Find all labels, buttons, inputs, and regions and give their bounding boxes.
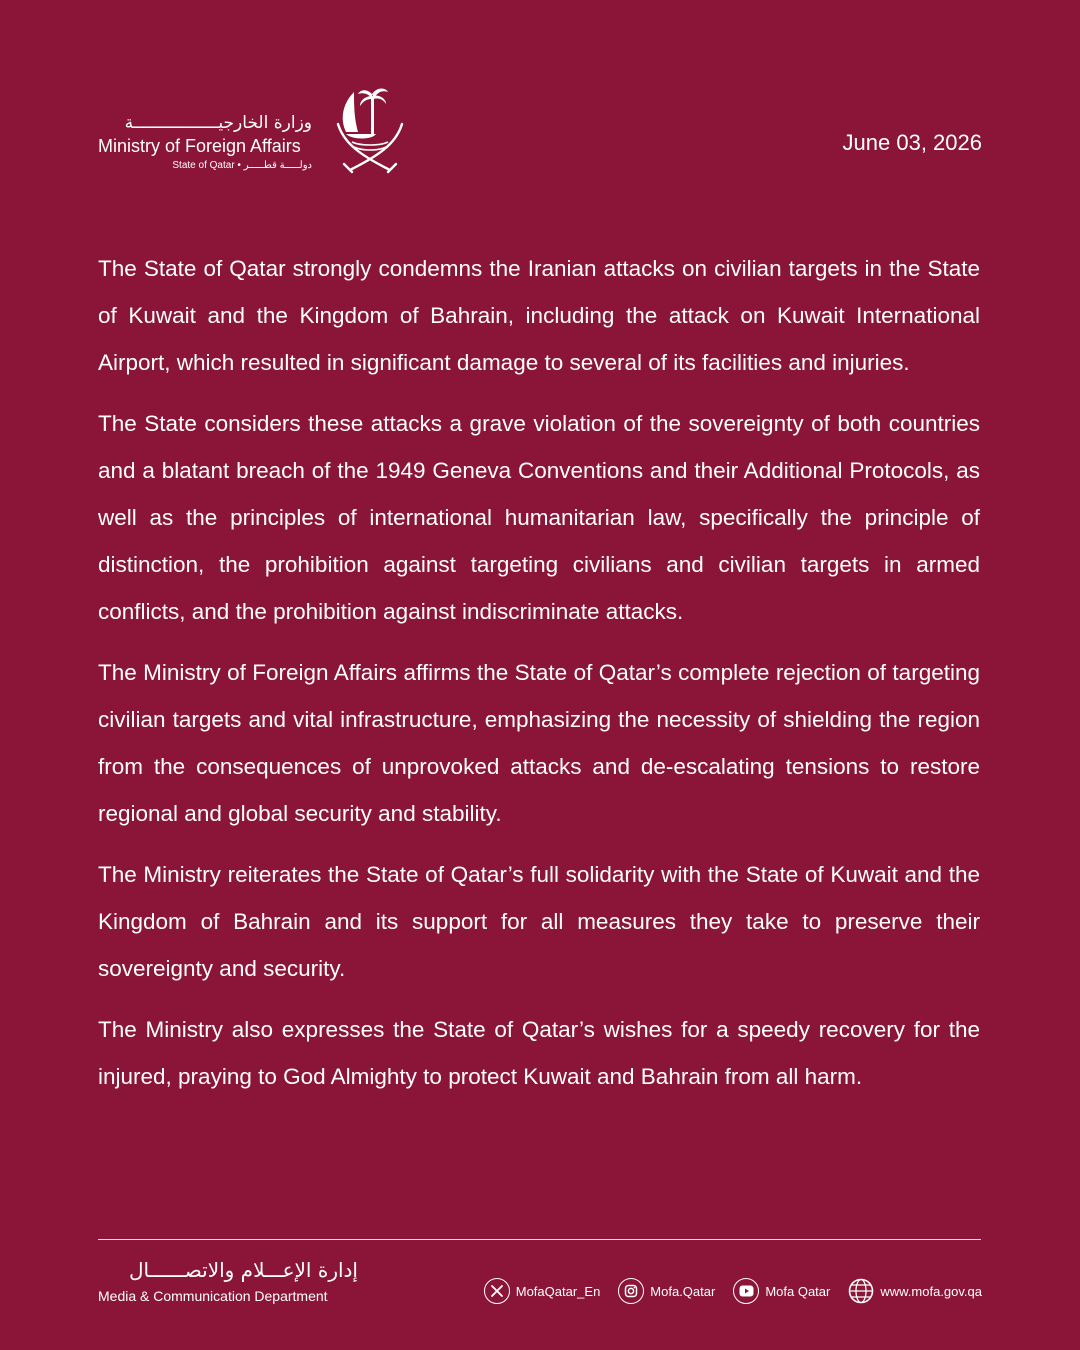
statement-paragraph: The State of Qatar strongly condemns the Iranian attacks on civilian targets in the State of Kuwait and the Kingdom of Bahrain, including the attack on Kuwait International Airport, which resulted in significant damage to several of its facilities and injuries. [98,256,980,375]
social-label: www.mofa.gov.qa [880,1283,982,1299]
footer-divider [98,1239,981,1240]
statement-paragraph: The State considers these attacks a grave violation of the sovereignty of both countries and a blatant breach of the 1949 Geneva Conventions and their Additional Protocols, as well as the principles of international humanitarian law, specifically the principle of distinction, the prohibition against targeting civilians and civilian targets in armed conflicts, and the prohibition against indiscriminate attacks. [98,411,980,624]
department-logo [98,1256,358,1306]
social-x-link[interactable] [484,1278,601,1304]
statement-paragraph: The Ministry of Foreign Affairs affirms the State of Qatar’s complete rejection of targeting civilian targets and vital infrastructure, emphasizing the necessity of shielding the region from the consequences of unprovoked attacks and de-escalating tensions to restore regional and global security and stability. [98,660,980,826]
social-label: Mofa.Qatar [650,1283,716,1299]
ministry-name-english: Ministry of Foreign Affairs [98,136,301,156]
social-label: Mofa Qatar [765,1283,831,1299]
social-label: MofaQatar_En [515,1283,601,1299]
ministry-logo-text [98,112,312,173]
publication-date: June 03, 2026 [842,130,982,155]
statement-paragraph: The Ministry reiterates the State of Qatar’s full solidarity with the State of Kuwait and the Kingdom of Bahrain and its support for all measures they take to preserve their sovereignty and security. [98,862,980,981]
instagram-icon [618,1278,644,1304]
social-instagram-link[interactable] [618,1278,715,1304]
statement-body [98,245,980,1114]
social-youtube-link[interactable] [733,1278,830,1304]
header [98,84,982,184]
x-icon [484,1278,510,1304]
ministry-name-arabic: وزارة الخارجيـــــــــــــــــة [124,113,312,133]
youtube-icon [733,1278,759,1304]
qatar-emblem-icon [332,84,408,176]
department-name-arabic: إدارة الإعـــلام والاتصــــــال [129,1258,358,1282]
department-name-english: Media & Communication Department [98,1288,328,1304]
globe-icon [848,1278,874,1304]
state-line: State of Qatar • دولـــــة قطـــــر [172,160,312,171]
statement-paragraph: The Ministry also expresses the State of Qatar’s wishes for a speedy recovery for the injured, praying to God Almighty to protect Kuwait and Bahrain from all harm. [98,1017,980,1089]
social-links [484,1276,982,1306]
social-website-link[interactable] [848,1278,982,1304]
